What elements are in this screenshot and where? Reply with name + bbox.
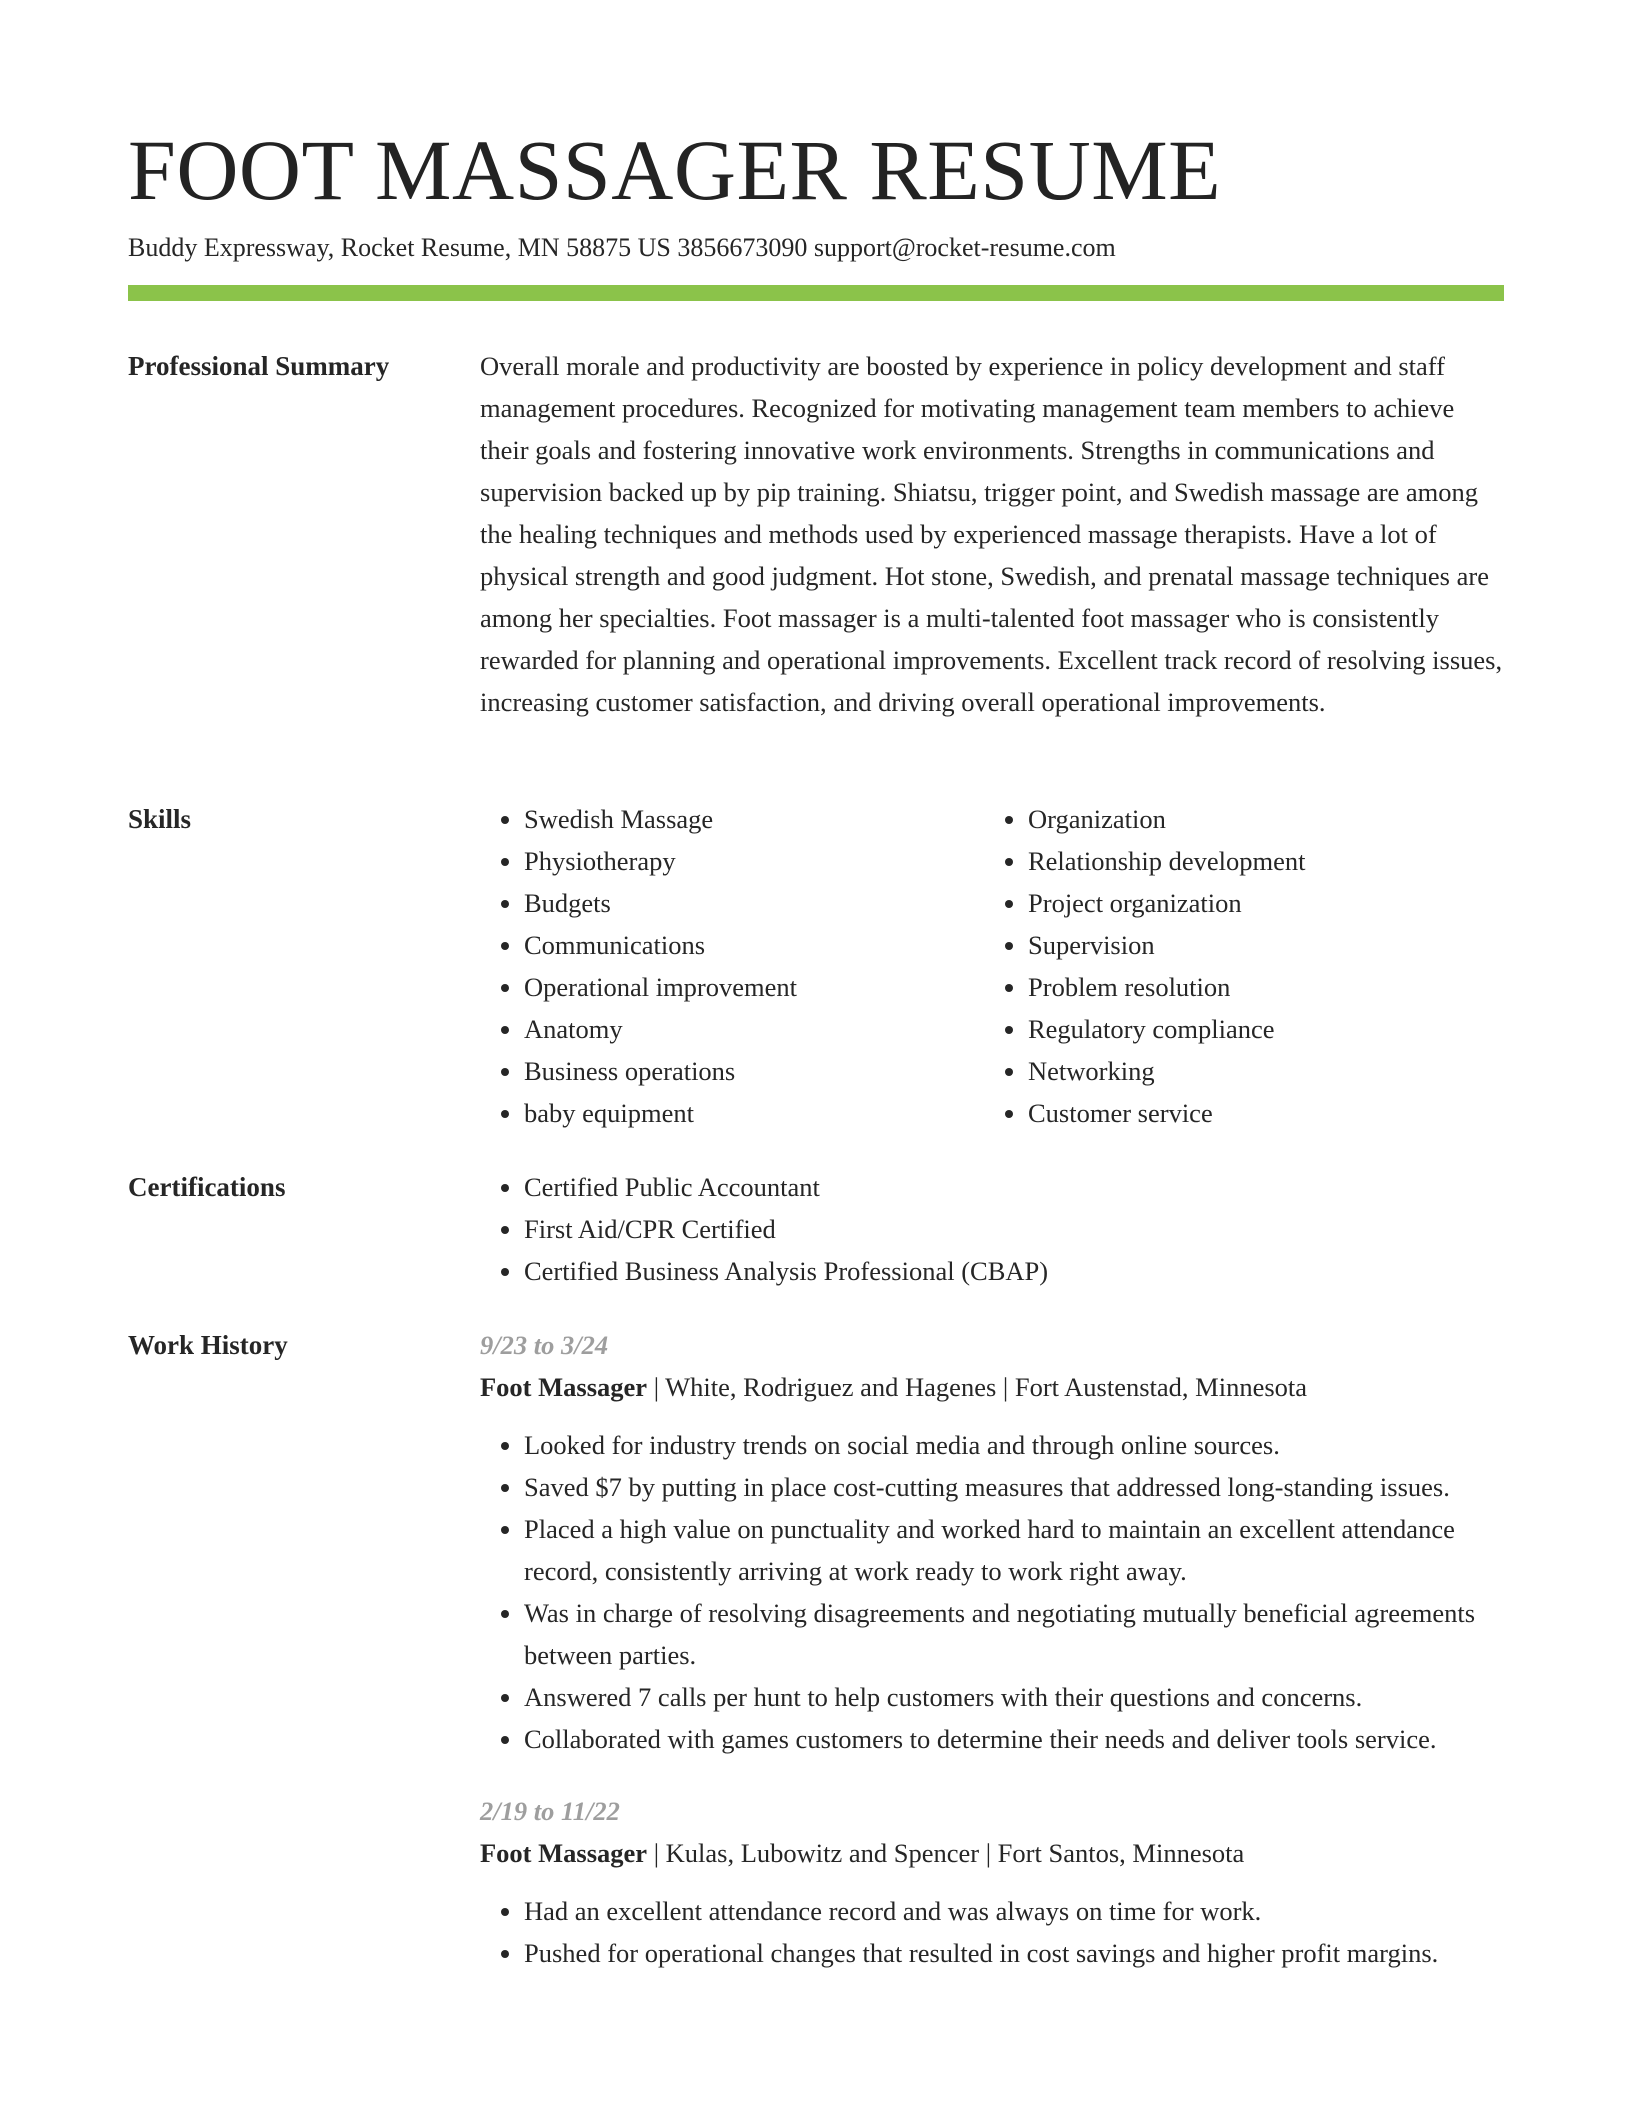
certification-item: • Certified Public Accountant <box>524 1166 1504 1208</box>
certifications-body <box>480 1166 1504 1292</box>
work-history-body <box>480 1324 1504 2004</box>
skill-item: • Communications <box>524 924 984 966</box>
skills-grid <box>480 798 1504 1134</box>
job-bullets <box>480 1890 1504 1974</box>
skill-item: • Networking <box>1028 1050 1488 1092</box>
skills-column-right <box>984 798 1488 1134</box>
skill-item: • Problem resolution <box>1028 966 1488 1008</box>
job-entry <box>480 1324 1504 1760</box>
skill-item: • Project organization <box>1028 882 1488 924</box>
certification-item: • Certified Business Analysis Professional (CBAP) <box>524 1250 1504 1292</box>
skill-item: • Physiotherapy <box>524 840 984 882</box>
skills-column-left <box>480 798 984 1134</box>
contact-address: Buddy Expressway, Rocket Resume, MN 58875 US <box>128 233 671 262</box>
job-employer-location: | White, Rodriguez and Hagenes | Fort Austenstad, Minnesota <box>647 1372 1308 1402</box>
summary-body <box>480 345 1504 723</box>
skills-list-left <box>480 798 984 1134</box>
skill-item: • Budgets <box>524 882 984 924</box>
job-bullet: • Collaborated with games customers to determine their needs and deliver tools service. <box>524 1718 1504 1760</box>
skill-item: • Customer service <box>1028 1092 1488 1134</box>
summary-text: Overall morale and productivity are boosted by experience in policy development and staff management procedures. Recognized for motivating management team members to achieve their goals and fostering innovative work environments. Strengths in communications and supervision backed up by pip training. Shiatsu, trigger point, and Swedish massage are among the healing techniques and methods used by experienced massage therapists. Have a lot of physical strength and good judgment. Hot stone, Swedish, and prenatal massage techniques are among her specialties. Foot massager is a multi-talented foot massager who is consistently rewarded for planning and operational improvements. Excellent track record of resolving issues, increasing customer satisfaction, and driving overall operational improvements. <box>480 351 1503 717</box>
job-bullet: • Pushed for operational changes that resulted in cost savings and higher profit margins. <box>524 1932 1504 1974</box>
contact-line <box>128 230 1116 266</box>
job-bullet: • Was in charge of resolving disagreements and negotiating mutually beneficial agreements between parties. <box>524 1592 1504 1676</box>
job-title: Foot Massager <box>480 1838 648 1868</box>
certifications-list <box>480 1166 1504 1292</box>
header-divider <box>128 285 1504 301</box>
skill-item: • Swedish Massage <box>524 798 984 840</box>
job-title: Foot Massager <box>480 1372 648 1402</box>
job-dates: 2/19 to 11/22 <box>480 1796 620 1826</box>
job-dates: 9/23 to 3/24 <box>480 1330 609 1360</box>
certifications-heading: Certifications <box>128 1172 286 1202</box>
skill-item: • Organization <box>1028 798 1488 840</box>
job-bullet: • Placed a high value on punctuality and worked hard to maintain an excellent attendance record, consistently arriving at work ready to work right away. <box>524 1508 1504 1592</box>
skill-item: • Business operations <box>524 1050 984 1092</box>
job-bullet: • Had an excellent attendance record and was always on time for work. <box>524 1890 1504 1932</box>
work-history-heading: Work History <box>128 1330 288 1360</box>
skill-item: • baby equipment <box>524 1092 984 1134</box>
contact-phone: 3856673090 <box>677 233 808 262</box>
skill-item: • Regulatory compliance <box>1028 1008 1488 1050</box>
job-title-line <box>480 1832 1504 1874</box>
job-bullet: • Looked for industry trends on social media and through online sources. <box>524 1424 1504 1466</box>
resume-title: FOOT MASSAGER RESUME <box>128 122 1222 218</box>
skills-body <box>480 798 1504 1134</box>
skill-item: • Relationship development <box>1028 840 1488 882</box>
job-title-line <box>480 1366 1504 1408</box>
contact-email: support@rocket-resume.com <box>813 233 1116 262</box>
skills-heading: Skills <box>128 804 192 834</box>
job-employer-location: | Kulas, Lubowitz and Spencer | Fort Santos, Minnesota <box>647 1838 1245 1868</box>
job-bullet: • Saved $7 by putting in place cost-cutting measures that addressed long-standing issues. <box>524 1466 1504 1508</box>
job-bullet: • Answered 7 calls per hunt to help customers with their questions and concerns. <box>524 1676 1504 1718</box>
summary-heading: Professional Summary <box>128 351 390 381</box>
job-entry <box>480 1790 1504 1974</box>
certification-item: • First Aid/CPR Certified <box>524 1208 1504 1250</box>
skill-item: • Anatomy <box>524 1008 984 1050</box>
skill-item: • Operational improvement <box>524 966 984 1008</box>
skills-list-right <box>984 798 1488 1134</box>
skill-item: • Supervision <box>1028 924 1488 966</box>
job-bullets <box>480 1424 1504 1760</box>
